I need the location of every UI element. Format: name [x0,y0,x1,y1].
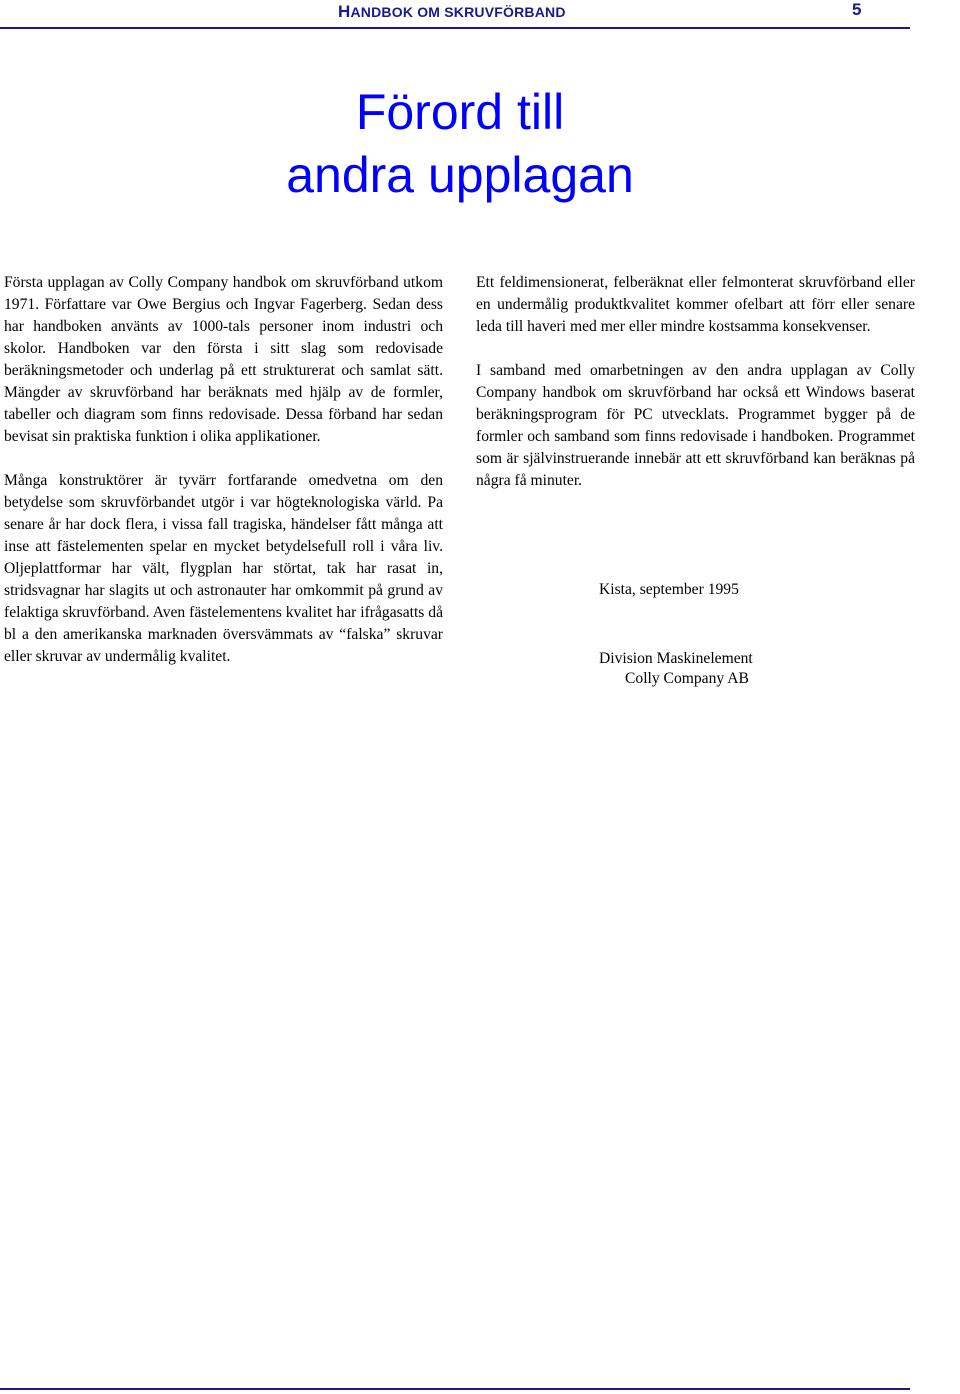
running-head-rest: ANDBOK OM SKRUVFÖRBAND [350,4,566,20]
page-number: 5 [852,0,862,19]
signoff-division: Division Maskinelement [599,650,753,667]
running-head-initial: H [338,2,351,21]
footer-rule [0,1388,910,1390]
right-column [476,272,915,514]
page-title-line-2: andra upplagan [286,147,634,203]
signoff-company: Colly Company AB [625,670,749,687]
paragraph: I samband med omarbetningen av den andra upplagan av Colly Company handbok om skruvförband har också ett Windows baserat beräkningsprogram för PC utvecklats. Programmet bygger på de formler och samband som finns redovisade i handboken. Programmet som är självinstruerande innebär att ett skruvförband kan beräknas på några få minuter. [476,362,915,489]
running-head [338,2,566,22]
paragraph: Första upplagan av Colly Company handbok om skruvförband utkom 1971. Författare var Owe Bergius och Ingvar Fagerberg. Sedan dess har handboken använts av 1000-tals personer inom industri och skolor. Handboken var den första i sitt slag som redovisade beräkningsmetoder och underlag på ett strukturerat och samlat sätt. Mängder av skruvförband har beräknats med hjälp av de formler, tabeller och diagram som finns redovisade. Dessa förband har sedan bevisat sin praktiska funktion i olika applikationer. [4,274,443,445]
paragraph: Många konstruktörer är tyvärr fortfarande omedvetna om den betydelse som skruvförbandet utgör i var högteknologiska värld. Pa senare år har dock flera, i vissa fall tragiska, händelser fått många att inse att fästelementen spelar en mycket betydelsefull roll i våra liv. Oljeplattformar har vält, flygplan har störtat, tak har rasat in, stridsvagnar har slagits ut och astronauter har omkommit på grund av felaktiga skruvförband. Aven fästelementens kvalitet har ifrågasatts då bl a den amerikanska marknaden översvämmats av “falska” skruvar eller skruvar av undermålig kvalitet. [4,472,443,665]
paragraph: Ett feldimensionerat, felberäknat eller felmonterat skruvförband eller en undermålig produktkvalitet kommer ofelbart att förr eller senare leda till haveri med mer eller mindre kostsamma konsekvenser. [476,274,915,335]
signoff-place-date: Kista, september 1995 [599,581,739,598]
left-column [4,272,443,690]
page-header [0,0,910,29]
page-title-line-1: Förord till [355,84,565,140]
